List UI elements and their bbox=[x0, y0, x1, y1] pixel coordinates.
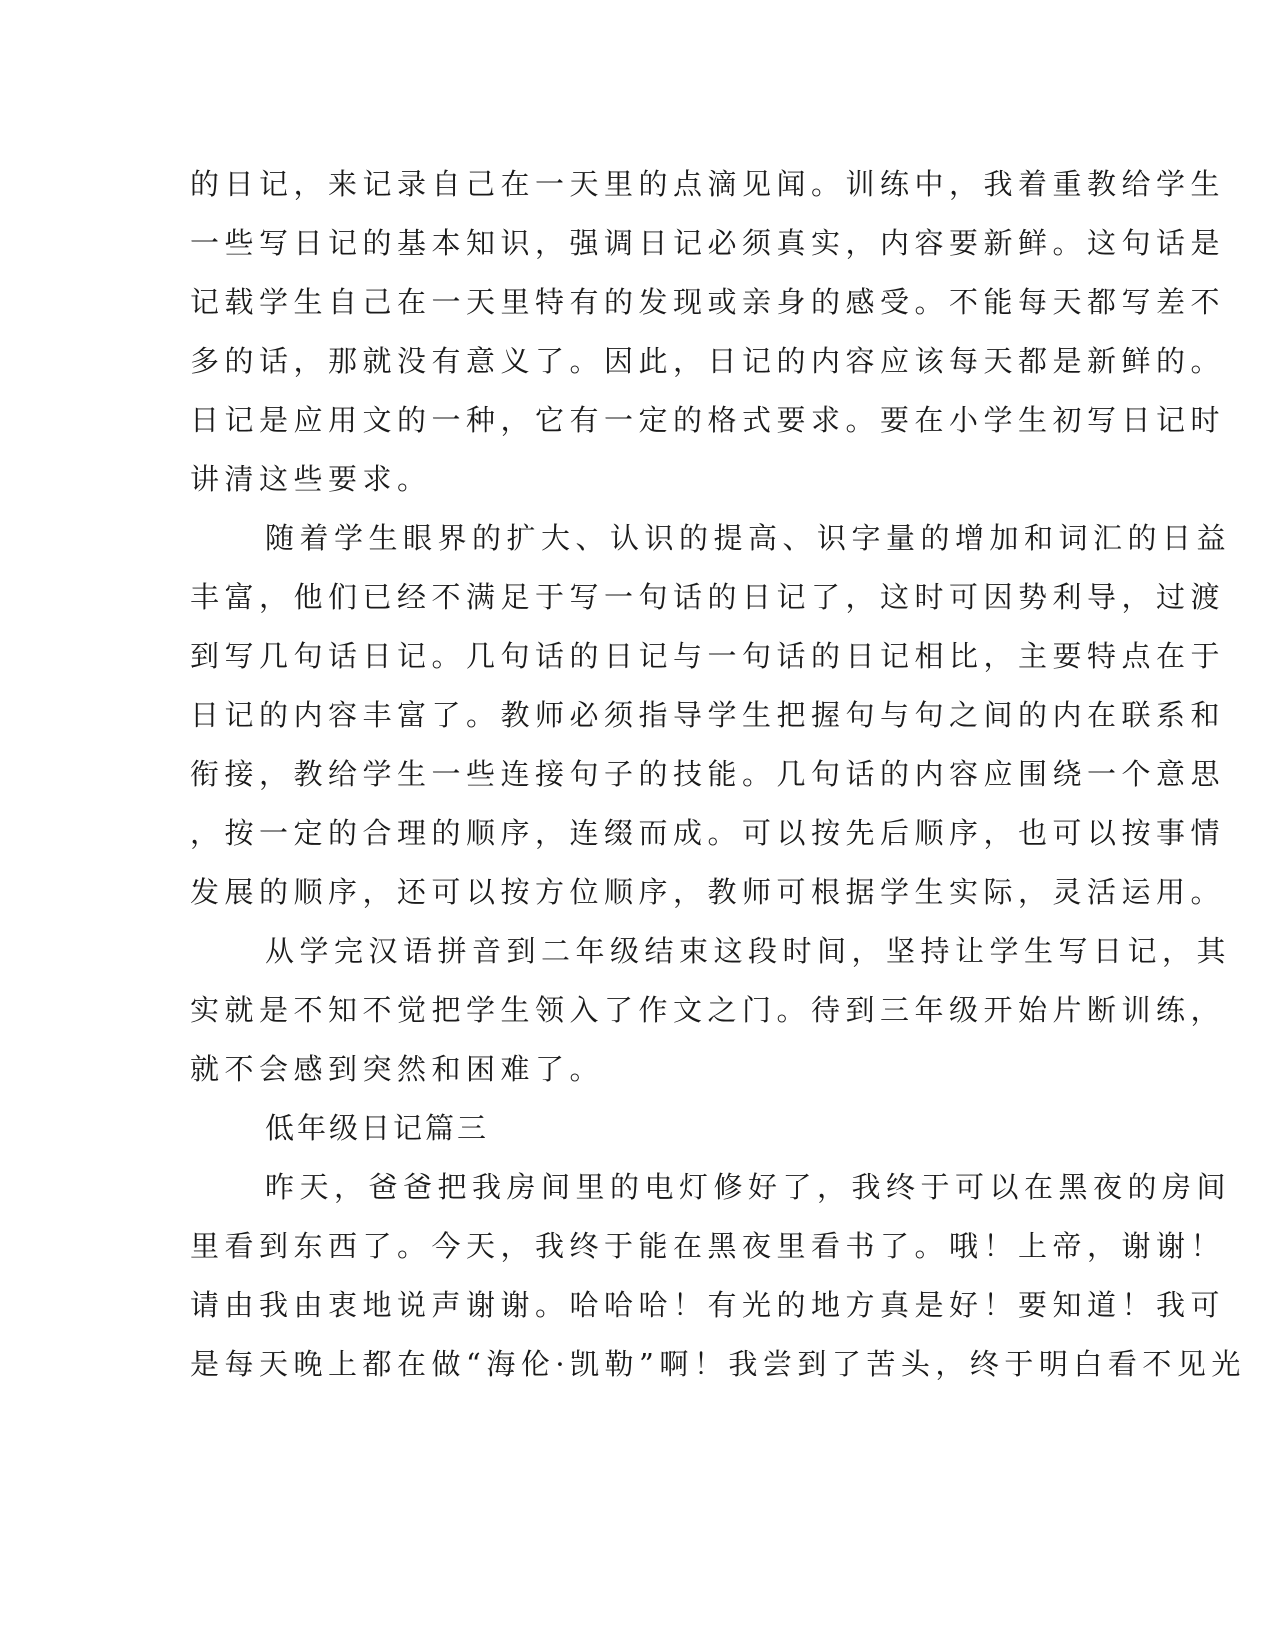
text-line: 实就是不知不觉把学生领入了作文之门。待到三年级开始片断训练， bbox=[190, 993, 1226, 1027]
text-line: 丰富，他们已经不满足于写一句话的日记了，这时可因势利导，过渡 bbox=[190, 580, 1226, 614]
text-line: 就不会感到突然和困难了。 bbox=[190, 1052, 605, 1086]
text-line: 随着学生眼界的扩大、认识的提高、识字量的增加和词汇的日益 bbox=[265, 521, 1232, 555]
text-line: 一些写日记的基本知识，强调日记必须真实，内容要新鲜。这句话是 bbox=[190, 226, 1226, 260]
text-line: 是每天晚上都在做“海伦·凯勒”啊！我尝到了苦头，终于明白看不见光 bbox=[190, 1347, 1246, 1381]
text-line: 记载学生自己在一天里特有的发现或亲身的感受。不能每天都写差不 bbox=[190, 285, 1226, 319]
text-line: 昨天，爸爸把我房间里的电灯修好了，我终于可以在黑夜的房间 bbox=[265, 1170, 1232, 1204]
text-line: 发展的顺序，还可以按方位顺序，教师可根据学生实际，灵活运用。 bbox=[190, 875, 1226, 909]
section-heading: 低年级日记篇三 bbox=[265, 1111, 490, 1145]
text-line: 日记是应用文的一种，它有一定的格式要求。要在小学生初写日记时 bbox=[190, 403, 1226, 437]
text-line: 到写几句话日记。几句话的日记与一句话的日记相比，主要特点在于 bbox=[190, 639, 1226, 673]
text-line: 里看到东西了。今天，我终于能在黑夜里看书了。哦！上帝，谢谢！ bbox=[190, 1229, 1226, 1263]
text-line: 多的话，那就没有意义了。因此，日记的内容应该每天都是新鲜的。 bbox=[190, 344, 1226, 378]
text-line: 讲清这些要求。 bbox=[190, 462, 432, 496]
text-line: 衔接，教给学生一些连接句子的技能。几句话的内容应围绕一个意思 bbox=[190, 757, 1226, 791]
text-line: 请由我由衷地说声谢谢。哈哈哈！有光的地方真是好！要知道！我可 bbox=[190, 1288, 1226, 1322]
text-line: 从学完汉语拼音到二年级结束这段时间，坚持让学生写日记，其 bbox=[265, 934, 1232, 968]
text-line: ，按一定的合理的顺序，连缀而成。可以按先后顺序，也可以按事情 bbox=[190, 816, 1226, 850]
text-line: 日记的内容丰富了。教师必须指导学生把握句与句之间的内在联系和 bbox=[190, 698, 1226, 732]
text-line: 的日记，来记录自己在一天里的点滴见闻。训练中，我着重教给学生 bbox=[190, 167, 1226, 201]
